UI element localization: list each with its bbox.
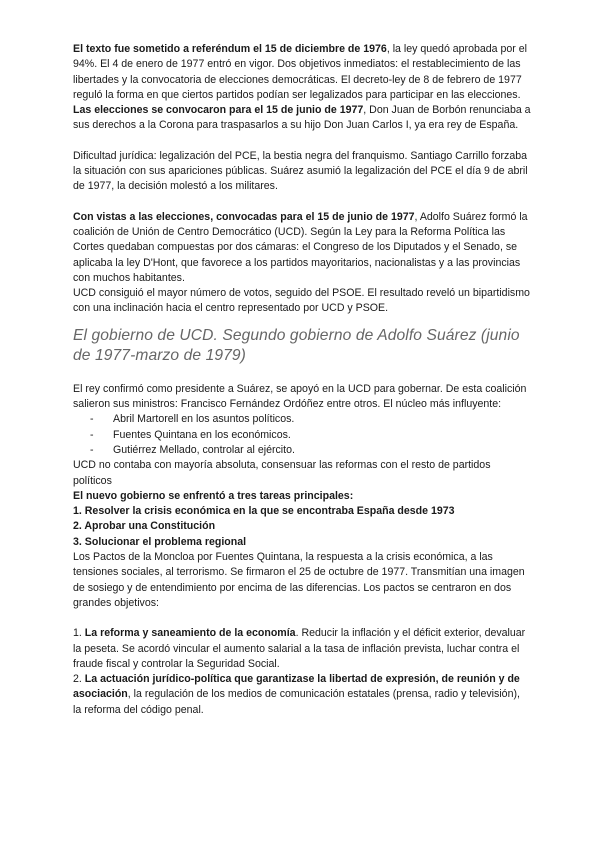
section-heading: El gobierno de UCD. Segundo gobierno de Adolfo Suárez (junio de 1977-marzo de 1979) <box>73 326 520 365</box>
task-item: 1. Resolver la crisis económica en la que se encontraba España desde 1973 <box>73 505 455 518</box>
objective-number: 1. <box>73 627 85 640</box>
paragraph-ucd-coalition-text: , Adolfo Suárez formó la coalición de Unión de Centro Democrático (UCD). Según la Ley para la Reforma Política las Cortes quedaban compuestas por dos cámaras: el Congreso de los Diputados y el Senado, se aplicaba la ley D'Hont, que favorece a los partidos mayoritarios, nacionalistas y a las provincias con muchos habitantes. <box>73 210 528 284</box>
objective-economy-bold: La reforma y saneamiento de la economía <box>84 627 296 640</box>
spacer <box>73 134 531 149</box>
paragraph-elections <box>73 103 531 134</box>
paragraph-objective-economy <box>73 626 531 672</box>
objective-economy-text: . Reducir la inflación y el déficit exterior, devaluar la peseta. Se acordó vincular el aumento salarial a la tasa de inflación prevista, luchar contra el fraude fiscal y controlar la Seguridad Social. <box>73 627 526 670</box>
paragraph-government: El rey confirmó como presidente a Suárez, se apoyó en la UCD para gobernar. De esta coalición salieron sus ministros: Francisco Fernández Ordóñez entre otros. El núcleo más influyente: <box>73 382 527 411</box>
task-item: 3. Solucionar el problema regional <box>73 535 247 548</box>
tasks-heading: El nuevo gobierno se enfrentó a tres tareas principales: <box>73 489 354 502</box>
paragraph-referendum <box>73 42 531 103</box>
task-item: 2. Aprobar una Constitución <box>73 520 216 533</box>
paragraph-ucd-coalition-bold: Con vistas a las elecciones, convocadas para el 15 de junio de 1977 <box>73 210 415 223</box>
paragraph-consensus: UCD no contaba con mayoría absoluta, consensuar las reformas con el resto de partidos políticos <box>73 459 491 487</box>
objective-legal-bold: La actuación jurídico-política que garantizase la libertad de expresión, de reunión y de asociación <box>73 673 520 701</box>
list-item: - Abril Martorell en los asuntos políticos. <box>90 412 531 427</box>
document-page <box>73 42 531 718</box>
spacer <box>73 611 531 626</box>
paragraph-elections-bold: Las elecciones se convocaron para el 15 de junio de 1977 <box>73 104 364 117</box>
ministers-list <box>73 412 531 458</box>
paragraph-referendum-bold: El texto fue sometido a referéndum el 15 de diciembre de 1976 <box>73 43 387 55</box>
paragraph-election-results: UCD consiguió el mayor número de votos, seguido del PSOE. El resultado reveló un bipartidismo con una inclinación hacia el centro representado por UCD y PSOE. <box>73 287 530 315</box>
spacer <box>73 367 531 382</box>
paragraph-referendum-text: , la ley quedó aprobada por el 94%. El 4 de enero de 1977 entró en vigor. Dos objetivos inmediatos: el restablecimiento de las libertades y la convocatoria de elecciones democráticas. El decreto-ley de 8 de febrero de 1977 reguló la forma en que ciertos partidos podían ser legalizados para participar en las elecciones. <box>73 43 527 101</box>
list-item: - Fuentes Quintana en los económicos. <box>90 428 531 443</box>
objective-number: 2. <box>73 673 85 686</box>
objective-legal-text: , la regulación de los medios de comunicación estatales (prensa, radio y televisión), la reforma del código penal. <box>73 688 520 716</box>
list-item: - Gutiérrez Mellado, controlar al ejército. <box>90 443 531 458</box>
spacer <box>73 195 531 210</box>
paragraph-moncloa-pacts: Los Pactos de la Moncloa por Fuentes Quintana, la respuesta a la crisis económica, a las tensiones sociales, al terrorismo. Se firmaron el 25 de octubre de 1977. Transmitían una imagen de sosiego y de entendimiento por encima de las diferencias. Los pactos se centraron en dos grandes objetivos: <box>73 551 525 609</box>
paragraph-elections-text: , Don Juan de Borbón renunciaba a sus derechos a la Corona para traspasarlos a su hijo Don Juan Carlos I, ya era rey de España. <box>73 104 531 132</box>
paragraph-ucd-coalition <box>73 210 531 286</box>
paragraph-pce: Dificultad jurídica: legalización del PCE, la bestia negra del franquismo. Santiago Carrillo forzaba la situación con sus apariciones públicas. Suárez asumió la legalización del PCE el día 9 de abril de 1977, la decisión molestó a los militares. <box>73 149 528 193</box>
paragraph-objective-legal <box>73 672 531 718</box>
